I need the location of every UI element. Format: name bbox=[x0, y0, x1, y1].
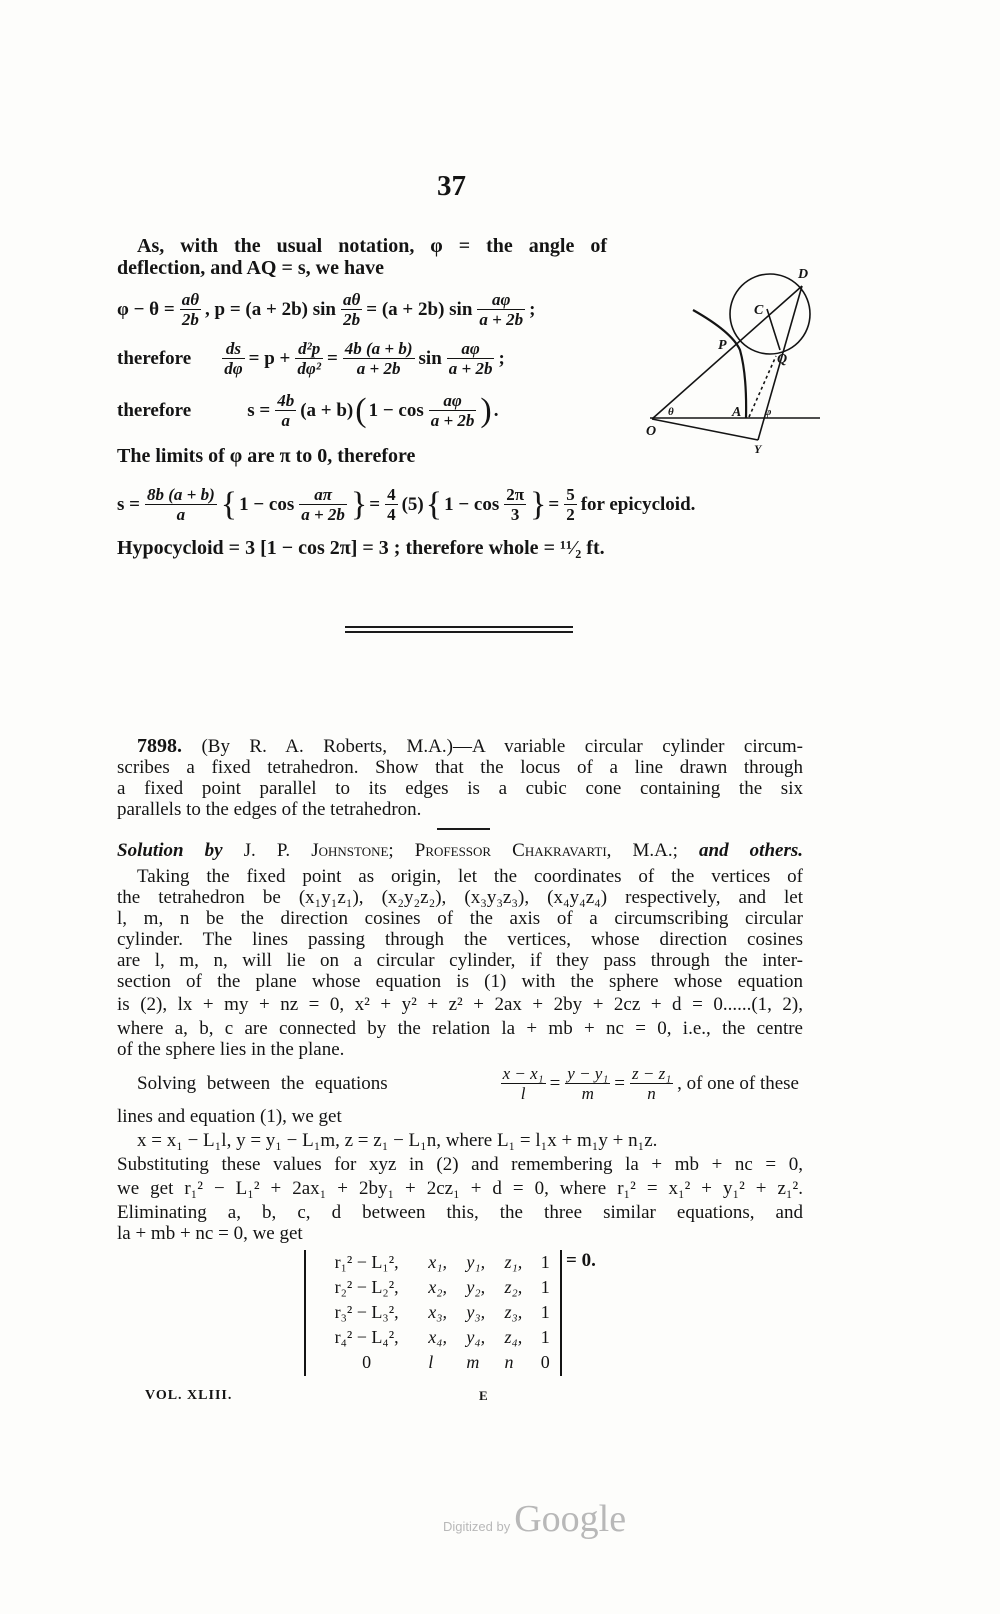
eq-text: (a + b) bbox=[300, 399, 354, 421]
para-line: la + mb + nc = 0, we get bbox=[117, 1223, 303, 1244]
fraction: $\frac{4}{4}$ bbox=[387, 484, 396, 524]
para-line: lines and equation (1), we get bbox=[117, 1106, 342, 1127]
eq-text: sin bbox=[418, 347, 442, 369]
short-divider bbox=[437, 828, 490, 830]
section-divider-top bbox=[345, 626, 573, 628]
eq-text: = bbox=[369, 493, 381, 515]
determinant bbox=[304, 1250, 562, 1376]
eq-text: therefore bbox=[117, 399, 192, 421]
para-line: where a, b, c are connected by the relation la + mb + nc = 0, i.e., the centre bbox=[117, 1018, 803, 1039]
solution-credit bbox=[117, 840, 803, 861]
eq-text: (5) bbox=[401, 493, 424, 515]
eq-text: . bbox=[493, 399, 499, 421]
determinant-equals: = 0. bbox=[566, 1250, 596, 1271]
label-theta: θ bbox=[668, 406, 674, 418]
para-line: l, m, n be the direction cosines of the axis of a circumscribing circular bbox=[117, 908, 803, 929]
eq-text: ; bbox=[498, 347, 505, 369]
para-line: Eliminating a, b, c, d between this, the three similar equations, and bbox=[117, 1202, 803, 1223]
label-P: P bbox=[718, 338, 727, 353]
para-line: is (2), lx + my + nz = 0, x² + y² + z² + 2ax + 2by + 2cz + d = 0......(1, 2), bbox=[117, 994, 803, 1015]
eq-text: ; bbox=[529, 298, 536, 320]
para-line: Taking the fixed point as origin, let the coordinates of the vertices of bbox=[137, 866, 803, 887]
problem-line-2: scribes a fixed tetrahedron. Show that the locus of a line drawn through bbox=[117, 757, 803, 778]
fraction: $\frac{a\varphi}{a + 2b}$ bbox=[430, 390, 475, 430]
eq-text: Solving between the equations bbox=[137, 1072, 388, 1094]
problem-line-3: a fixed point parallel to its edges is a cubic cone containing the six bbox=[117, 778, 803, 799]
fraction: $\frac{a\theta}{2b}$ bbox=[342, 289, 361, 329]
brace: } bbox=[530, 485, 547, 523]
fraction: $\frac{a\theta}{2b}$ bbox=[181, 289, 200, 329]
fraction: $\frac{\text{y − y₁}}{m}$ bbox=[567, 1063, 609, 1103]
eq-text: s = bbox=[247, 399, 271, 421]
volume-label: VOL. XLIII. bbox=[145, 1388, 233, 1403]
eq-text: s = bbox=[117, 493, 140, 515]
determinant-row: r₁² − L₁², x₁, y₁, z₁, 1 bbox=[334, 1252, 550, 1272]
fraction: $\frac{ds}{d\varphi}$ bbox=[224, 338, 243, 378]
para-line: of the sphere lies in the plane. bbox=[117, 1039, 345, 1060]
eq-text: = p + bbox=[248, 347, 291, 369]
label-Y: Y bbox=[754, 442, 762, 455]
intro-line-1: As, with the usual notation, φ = the angle of bbox=[137, 235, 607, 257]
solution-others: and others. bbox=[699, 840, 803, 861]
fraction: $\frac{4b}{a}$ bbox=[277, 390, 295, 430]
eq-text: , of one of these bbox=[677, 1072, 799, 1094]
determinant-row: r₂² − L₂², x₂, y₂, z₂, 1 bbox=[334, 1277, 550, 1297]
line-OY bbox=[652, 419, 758, 440]
dashed-AQ bbox=[749, 356, 776, 417]
para-line: we get r₁² − L₁² + 2ax₁ + 2by₁ + 2cz₁ + d = 0, where r₁² = x₁² + y₁² + z₁². bbox=[117, 1178, 803, 1199]
eq-text: 1 − cos bbox=[444, 493, 500, 515]
eq-text: therefore bbox=[117, 347, 192, 369]
eq-text: = bbox=[548, 493, 560, 515]
problem-line-4: parallels to the edges of the tetrahedron. bbox=[117, 799, 422, 820]
determinant-row: 0 l m n 0 bbox=[362, 1352, 550, 1372]
fraction: $\frac{a\pi}{a + 2b}$ bbox=[301, 484, 345, 524]
label-phi: φ bbox=[765, 406, 772, 418]
epicycloid-curve bbox=[693, 310, 746, 418]
page-number: 37 bbox=[437, 170, 466, 202]
determinant-row: r₃² − L₃², x₃, y₃, z₃, 1 bbox=[334, 1302, 550, 1322]
fraction: $\frac{5}{2}$ bbox=[566, 484, 575, 524]
fraction: $\frac{4b (a + b)}{a + 2b}$ bbox=[344, 338, 413, 378]
brace: { bbox=[220, 485, 238, 523]
problem-line-1 bbox=[137, 736, 803, 757]
para-line: section of the plane whose equation is (1) with the sphere whose equation bbox=[117, 971, 803, 992]
fraction: $\frac{8b (a + b)}{a}$ bbox=[146, 484, 215, 524]
label-O: O bbox=[646, 424, 657, 439]
eq-text: φ − θ = bbox=[117, 298, 175, 320]
para-line: are l, m, n, will lie on a circular cylinder, if they pass through the inter- bbox=[117, 950, 803, 971]
para-line: x = x₁ − L₁l, y = y₁ − L₁m, z = z₁ − L₁n, where L₁ = l₁x + m₁y + n₁z. bbox=[137, 1130, 658, 1151]
fraction: $\frac{\text{x − x₁}}{l}$ bbox=[502, 1063, 544, 1103]
paren: ( bbox=[355, 391, 367, 429]
determinant-table bbox=[306, 1250, 560, 1375]
limits-line: The limits of φ are π to 0, therefore bbox=[117, 445, 416, 467]
eq-text: 1 − cos bbox=[239, 493, 295, 515]
solving-fractions bbox=[498, 1064, 801, 1103]
solving-line bbox=[137, 1063, 803, 1103]
problem-number: 7898. bbox=[137, 735, 182, 757]
line-CQ bbox=[767, 309, 780, 350]
signature-mark: E bbox=[479, 1388, 488, 1403]
brace: { bbox=[425, 485, 443, 523]
eq-text: = bbox=[614, 1072, 625, 1094]
section-divider-bottom bbox=[345, 631, 573, 633]
solution-authors: J. P. Johnstone; Professor Chakravarti, M.A.; bbox=[243, 840, 678, 861]
equation-4 bbox=[117, 480, 817, 528]
eq-text: = bbox=[549, 1072, 561, 1094]
paren: ) bbox=[480, 391, 492, 429]
label-A: A bbox=[732, 405, 742, 420]
eq-text: , p = (a + 2b) sin bbox=[205, 298, 336, 320]
para-line: the tetrahedron be (x₁y₁z₁), (x₂y₂z₂), (x₃y₃z₃), (x₄y₄z₄) respectively, and let bbox=[117, 887, 803, 908]
solution-label: Solution by bbox=[117, 840, 223, 861]
label-C: C bbox=[754, 303, 764, 318]
label-Q: Q bbox=[777, 352, 788, 367]
epicycloid-diagram bbox=[620, 250, 820, 455]
watermark-prefix: Digitized by bbox=[443, 1519, 511, 1534]
label-D: D bbox=[798, 267, 809, 282]
eq-text: for epicycloid. bbox=[580, 493, 696, 515]
para-line: Substituting these values for xyz in (2) and remembering la + mb + nc = 0, bbox=[117, 1154, 803, 1175]
fraction: $\frac{2\pi}{3}$ bbox=[506, 484, 525, 524]
intro-line-2: deflection, and AQ = s, we have bbox=[117, 257, 384, 279]
fraction: $\frac{a\varphi}{a + 2b}$ bbox=[448, 338, 493, 378]
eq-text: = bbox=[326, 347, 338, 369]
google-watermark bbox=[443, 1497, 626, 1541]
eq-text: 1 − cos bbox=[368, 399, 424, 421]
google-logo: Google bbox=[514, 1498, 627, 1540]
hypocycloid-line: Hypocycloid = 3 [1 − cos 2π] = 3 ; therefore whole = ¹¹⁄₂ ft. bbox=[117, 537, 605, 559]
brace: } bbox=[350, 485, 368, 523]
problem-text: (By R. A. Roberts, M.A.)—A variable circular cylinder circum- bbox=[201, 736, 804, 757]
fraction: $\frac{a\varphi}{a + 2b}$ bbox=[479, 289, 524, 329]
fraction: $\frac{\text{d²p}}{\text{dφ²}}$ bbox=[297, 338, 321, 378]
para-line: cylinder. The lines passing through the vertices, whose direction cosines bbox=[117, 929, 803, 950]
eq-text: = (a + 2b) sin bbox=[366, 298, 473, 320]
determinant-row: r₄² − L₄², x₄, y₄, z₄, 1 bbox=[334, 1327, 550, 1347]
fraction: $\frac{\text{z − z₁}}{n}$ bbox=[631, 1063, 672, 1103]
